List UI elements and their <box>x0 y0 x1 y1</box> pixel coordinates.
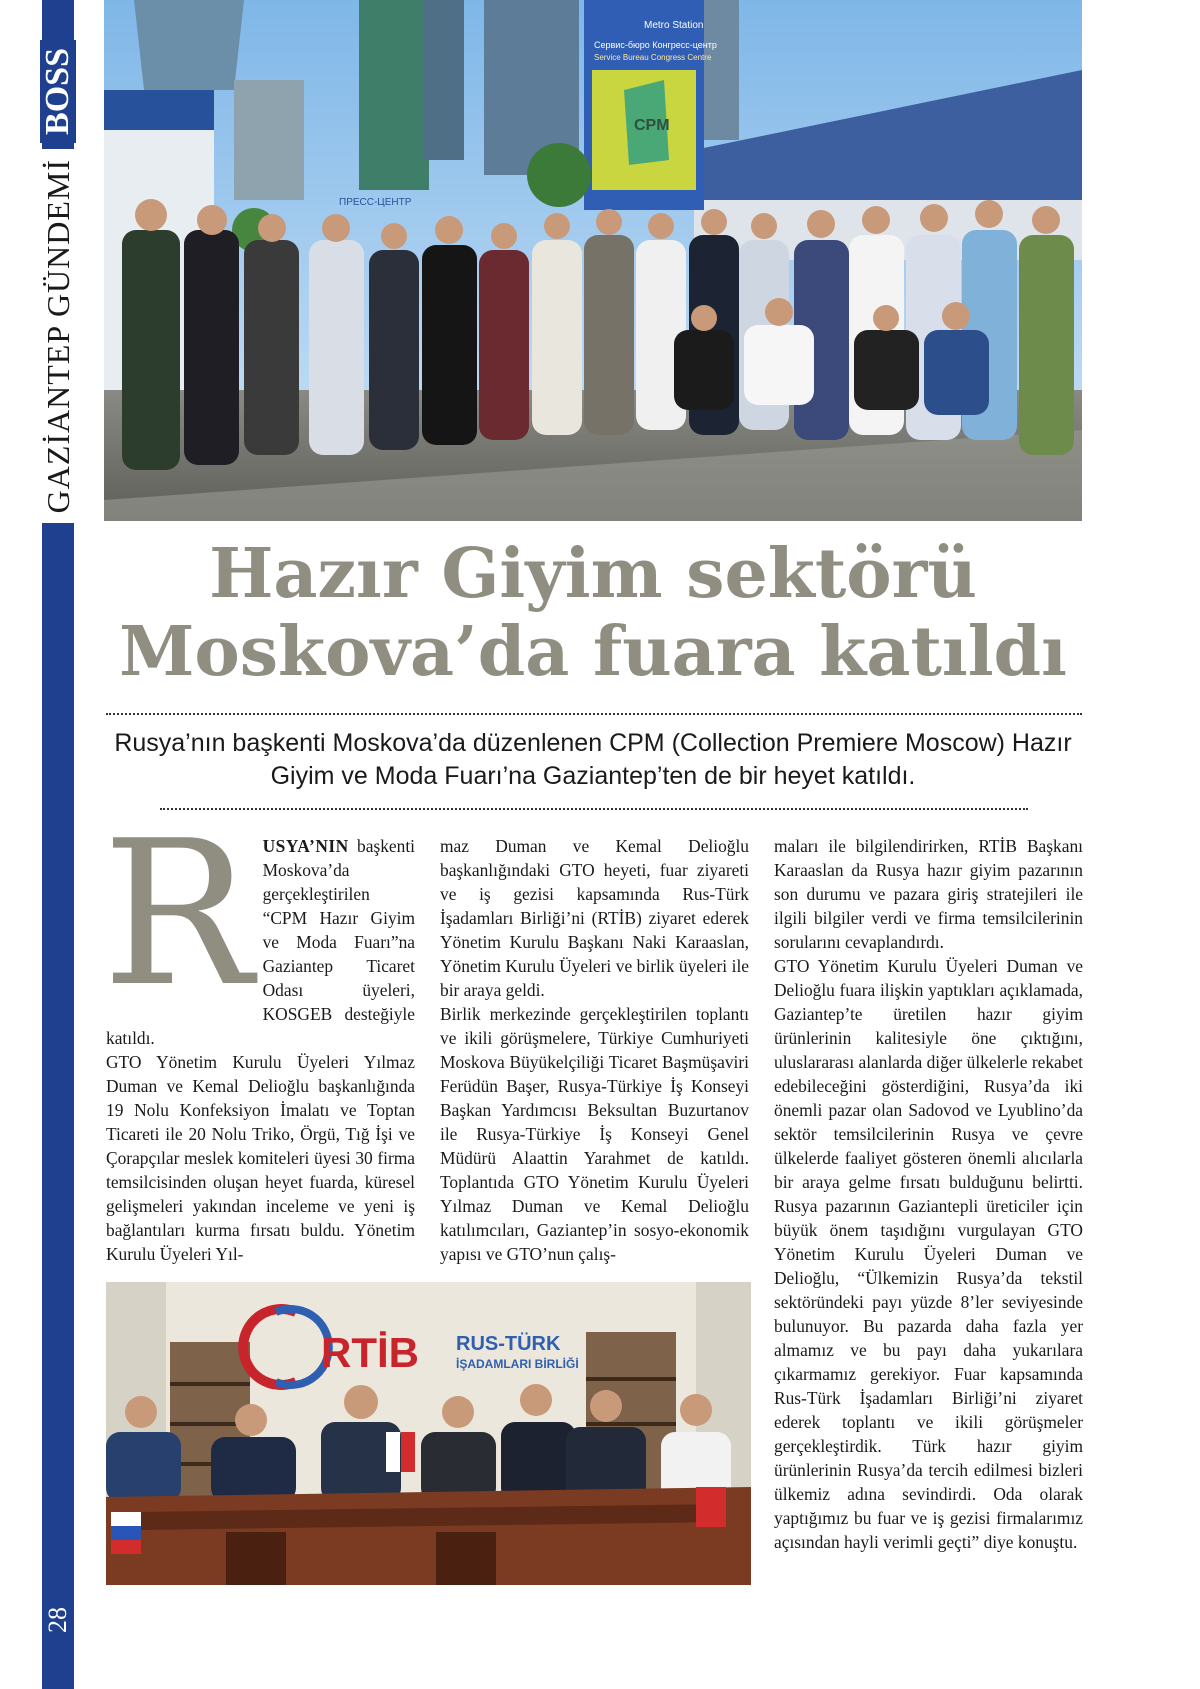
sign-line-3: Service Bureau Congress Centre <box>594 53 712 62</box>
sign-logo: CPM <box>634 117 670 134</box>
sidebar-label-block <box>40 40 76 560</box>
meeting-photo-rtib <box>106 1282 751 1585</box>
divider-top <box>106 713 1082 715</box>
rtib-logo-text: RTİB <box>321 1329 419 1376</box>
page-number-text: 28 <box>43 1607 72 1633</box>
col3-paragraph-1: maları ile bilgilendirirken, RTİB Başkanı Karaaslan da Rusya hazır giyim pazarının son durumu ve pazara giriş stratejileri ile ilgili bilgiler verdi ve firma temsilcilerinin sorularını cevaplandırdı. <box>774 836 1083 952</box>
page-number <box>42 1600 74 1640</box>
lead-word: USYA’NIN <box>262 836 349 856</box>
meeting-photo-illustration <box>106 1282 751 1585</box>
col2-paragraph-1: maz Duman ve Kemal Delioğlu başkanlığındaki GTO heyeti, fuar ziyareti ve iş gezisi kapsamında Rus-Türk İşadamları Birliği’ni (RTİB) ziyaret ederek Yönetim Kurulu Başkanı Naki Karaaslan, Yönetim Kurulu Üyeleri ve birlik üyeleri ile bir araya geldi. <box>440 836 749 1000</box>
article-lead: Rusya’nın başkenti Moskova’da düzenlenen CPM (Collection Premiere Moscow) Hazır Giyim ve Moda Fuarı’na Gaziantep’ten de bir heyet katıldı. <box>114 729 1072 790</box>
sign-line-2: Сервис-бюро Конгресс-центр <box>594 40 717 50</box>
sign-line-1: Metro Station <box>644 20 704 31</box>
brand-logo: BOSS <box>40 40 76 143</box>
title-line-1: Hazır Giyim sektörü <box>209 534 977 614</box>
article-column-3 <box>774 834 1083 1554</box>
col3-paragraph-2: GTO Yönetim Kurulu Üyeleri Duman ve Delioğlu fuara ilişkin yaptıkları açıklamada, Gaziantep’te üretilen hazır giyim ürünlerinin kalitesiyle öne çıktığını, uluslararası alanlarda diğer ülkelerle rekabet edebileceğini gösterdiğini, Rusya’da iki önemli pazar olan Sadovod ve Lyublino’da sektör temsilcilerinin Rusya ve çevre ülkelerde faaliyet gösteren önemli alıcılarla bir araya gelme fırsatı bulduğunu belirtti. Rusya pazarının Gaziantepli üreticiler için büyük önem taşıdığını vurgulayan GTO Yönetim Kurulu Üyeleri Duman ve Delioğlu, “Ülkemizin Rusya’da tekstil sektöründeki payı yüzde 8’ler seviyesinde bulunuyor. Bu pazarda daha fazla yer almamız ve bu payı daha yukarılara çıkarmamız gerekiyor. Fuar kapsamında Rus-Türk İşadamları Birliği’ni ziyaret ederek toplantı ve ikili görüşmeler gerçekleştirdik. Türk hazır giyim ürünlerinin Rusya’da tercih edilmesi bizleri ülkemiz adına sevindirdi. Oda olarak yaptığımız bu fuar ve iş gezisi firmalarımız açısından hayli verimli geçti” diye konuştu. <box>774 956 1084 1552</box>
col2-paragraph-2: Birlik merkezinde gerçekleştirilen toplantı ve ikili görüşmelere, Türkiye Cumhuriyeti Moskova Büyükelçiliği Ticaret Başmüşaviri Ferüdün Başer, Rusya-Türkiye İş Konseyi Başkan Yardımcısı Beksultan Buzurtanov ile Rusya-Türkiye İş Konseyi Genel Müdürü Alaattin Yarahmet de katıldı. Toplantıda GTO Yönetim Kurulu Üyeleri Yılmaz Duman ve Kemal Delioğlu katılımcıları, Gaziantep’in sosyo-ekonomik yapısı ve GTO’nun çalış- <box>440 1004 749 1264</box>
drop-cap: R <box>102 798 253 1031</box>
divider-bottom <box>160 808 1028 810</box>
group-photo-moscow <box>104 0 1082 521</box>
rtib-logo-sub1: RUS-TÜRK <box>456 1333 561 1355</box>
article-title <box>104 535 1082 691</box>
article-column-2 <box>440 834 749 1266</box>
article-column-1 <box>102 798 415 1266</box>
title-line-2: Moskova’da fuara katıldı <box>119 612 1067 692</box>
building-sign: ПРЕСС-ЦЕНТР <box>339 197 412 208</box>
rtib-logo-sub2: İŞADAMLARI BİRLİĞİ <box>456 1357 579 1371</box>
section-label: GAZİANTEP GÜNDEMİ <box>40 149 76 523</box>
group-photo-illustration <box>104 0 1082 521</box>
col1-paragraph-1: başkenti Moskova’da gerçekleştirilen “CPM Hazır Giyim ve Moda Fuarı”na Gaziantep Ticaret Odası üyeleri, KOSGEB desteğiyle katıldı. <box>106 836 415 1048</box>
col1-paragraph-2: GTO Yönetim Kurulu Üyeleri Yılmaz Duman ve Kemal Delioğlu başkanlığında 19 Nolu Konfeksiyon İmalatı ve Toptan Ticareti ile 20 Nolu Triko, Örgü, Tığ İşi ve Çorapçılar meslek komiteleri üyesi 30 firma temsilcisinden oluşan heyet fuarda, küresel gelişmeleri yakından inceleme ve yeni iş bağlantıları kurma fırsatı buldu. Yönetim Kurulu Üyeleri Yıl- <box>106 1052 415 1264</box>
